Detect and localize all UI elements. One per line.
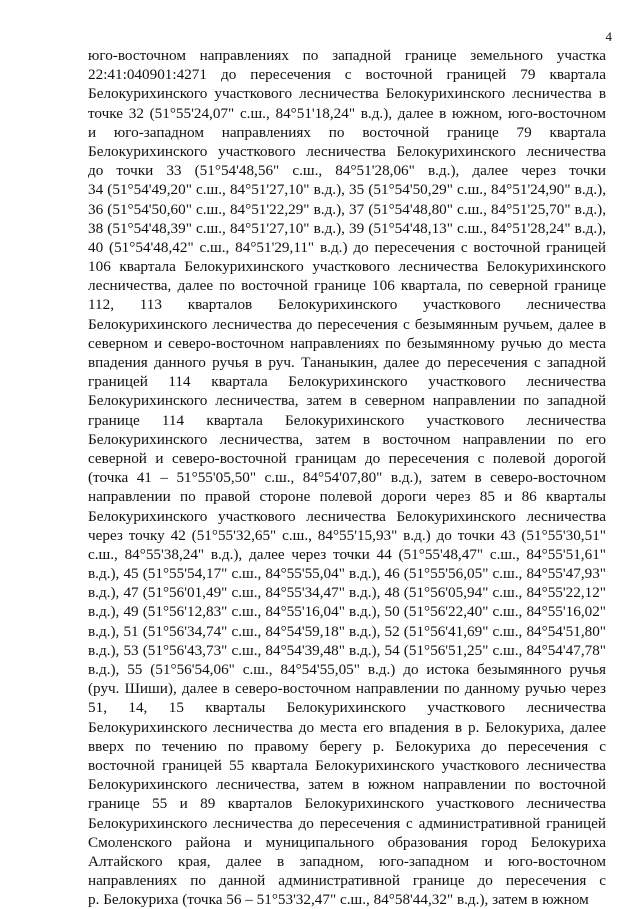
body-text bbox=[88, 46, 606, 909]
text-line: (руч. Шиши), далее в северо-восточном направлении по данному ручью через bbox=[88, 680, 606, 698]
text-line: в.д.), 55 (51°56'54,06" с.ш., 84°54'55,05" в.д.) до истока безымянного ручья bbox=[88, 661, 606, 678]
text-line: границей 114 квартала Белокурихинского участкового лесничества bbox=[88, 373, 606, 391]
text-line: Белокурихинского лесничества до пересечения с безымянным ручьем, далее в bbox=[88, 315, 606, 333]
text-line: 51, 14, 15 кварталы Белокурихинского участкового лесничества bbox=[88, 699, 606, 717]
text-line: вверх по течению по правому берегу р. Белокуриха до пересечения с bbox=[88, 737, 606, 755]
text-line: Белокурихинского участкового лесничества Белокурихинского лесничества в bbox=[88, 85, 606, 103]
text-line: р. Белокуриха (точка 56 – 51°53'32,47" с.ш., 84°58'44,32" в.д.), затем в южном bbox=[88, 891, 589, 909]
text-line: Белокурихинского лесничества до пересечения с административной границей bbox=[88, 814, 606, 832]
text-line: 36 (51°54'50,60" с.ш., 84°51'22,29" в.д.), 37 (51°54'48,80" с.ш., 84°51'25,70" в.д.), bbox=[88, 200, 606, 218]
text-line: (точка 41 – 51°55'05,50" с.ш., 84°54'07,80" в.д.), затем в северо-восточном bbox=[88, 469, 606, 487]
text-line: лесничества, далее по восточной границе 106 квартала, по северной границе bbox=[88, 277, 606, 295]
text-line: 40 (51°54'48,42" с.ш., 84°51'29,11" в.д.) до пересечения с восточной границей bbox=[88, 238, 606, 256]
text-line: и юго-западном направлениях по восточной границе 79 квартала bbox=[88, 123, 606, 141]
text-line: через точку 42 (51°55'32,65" с.ш., 84°55'15,93" в.д.) до точки 43 (51°55'30,51" bbox=[88, 526, 606, 544]
text-line: Белокурихинского лесничества до места его впадения в р. Белокуриха, далее bbox=[88, 718, 606, 736]
text-line: до точки 33 (51°54'48,56" с.ш., 84°51'28,06" в.д.), далее через точки bbox=[88, 162, 606, 180]
text-line: Алтайского края, далее в западном, юго-западном и юго-восточном bbox=[88, 852, 606, 870]
text-line: в.д.), 53 (51°56'43,73" с.ш., 84°54'39,48" в.д.), 54 (51°56'51,25" с.ш., 84°54'47,78" bbox=[88, 641, 606, 659]
text-line: границе 114 квартала Белокурихинского участкового лесничества bbox=[88, 411, 606, 429]
text-line: Белокурихинского лесничества, затем в восточном направлении по его bbox=[88, 430, 606, 448]
text-line: в.д.), 49 (51°56'12,83" с.ш., 84°55'16,04" в.д.), 50 (51°56'22,40" с.ш., 84°55'16,02" bbox=[88, 603, 606, 621]
text-line: северной и северо-восточной границам до пересечения с полевой дорогой bbox=[88, 449, 606, 467]
text-line: границе 55 и 89 кварталов Белокурихинского участкового лесничества bbox=[88, 795, 606, 813]
text-line: юго-восточном направлениях по западной границе земельного участка bbox=[88, 47, 606, 64]
text-line: Белокурихинского лесничества, затем в южном направлении по восточной bbox=[88, 776, 606, 794]
text-line: 112, 113 кварталов Белокурихинского участкового лесничества bbox=[88, 296, 606, 314]
text-line: 22:41:040901:4271 до пересечения с восточной границей 79 квартала bbox=[88, 66, 606, 84]
text-line: в.д.), 47 (51°56'01,49" с.ш., 84°55'34,47" в.д.), 48 (51°56'05,94" с.ш., 84°55'22,12" bbox=[88, 584, 606, 602]
text-line: 34 (51°54'49,20" с.ш., 84°51'27,10" в.д.), 35 (51°54'50,29" с.ш., 84°51'24,90" в.д.), bbox=[88, 181, 606, 199]
text-line: Белокурихинского участкового лесничества Белокурихинского лесничества bbox=[88, 142, 606, 160]
text-line: направлениях по данной административной границе до пересечения с bbox=[88, 872, 606, 890]
text-line: 38 (51°54'48,39" с.ш., 84°51'27,10" в.д.), 39 (51°54'48,13" с.ш., 84°51'28,24" в.д.), bbox=[88, 219, 606, 237]
text-line: восточной границей 55 квартала Белокурихинского участкового лесничества bbox=[88, 756, 606, 774]
text-line: точке 32 (51°55'24,07" с.ш., 84°51'18,24" в.д.), далее в южном, юго-восточном bbox=[88, 104, 606, 122]
text-line: направлении по правой стороне полевой дороги через 85 и 86 кварталы bbox=[88, 488, 606, 506]
text-line: Смоленского района и муниципального образования город Белокуриха bbox=[88, 833, 606, 851]
text-line: Белокурихинского участкового лесничества Белокурихинского лесничества bbox=[88, 507, 606, 525]
text-line: северном и северо-восточном направлениях по безымянному ручью до места bbox=[88, 334, 606, 352]
text-line: в.д.), 45 (51°55'54,17" с.ш., 84°55'55,04" в.д.), 46 (51°55'56,05" с.ш., 84°55'47,93" bbox=[88, 565, 606, 583]
text-line: с.ш., 84°55'38,24" в.д.), далее через точки 44 (51°55'48,47" с.ш., 84°55'51,61" bbox=[88, 545, 606, 563]
text-line: 106 квартала Белокурихинского участкового лесничества Белокурихинского bbox=[88, 258, 606, 276]
page-number: 4 bbox=[605, 29, 612, 44]
text-line: впадения данного ручья в руч. Тананыкин, далее до пересечения с западной bbox=[88, 354, 606, 371]
text-line: в.д.), 51 (51°56'34,74" с.ш., 84°54'59,18" в.д.), 52 (51°56'41,69" с.ш., 84°54'51,80" bbox=[88, 622, 606, 640]
text-line: Белокурихинского лесничества, затем в северном направлении по западной bbox=[88, 392, 606, 410]
